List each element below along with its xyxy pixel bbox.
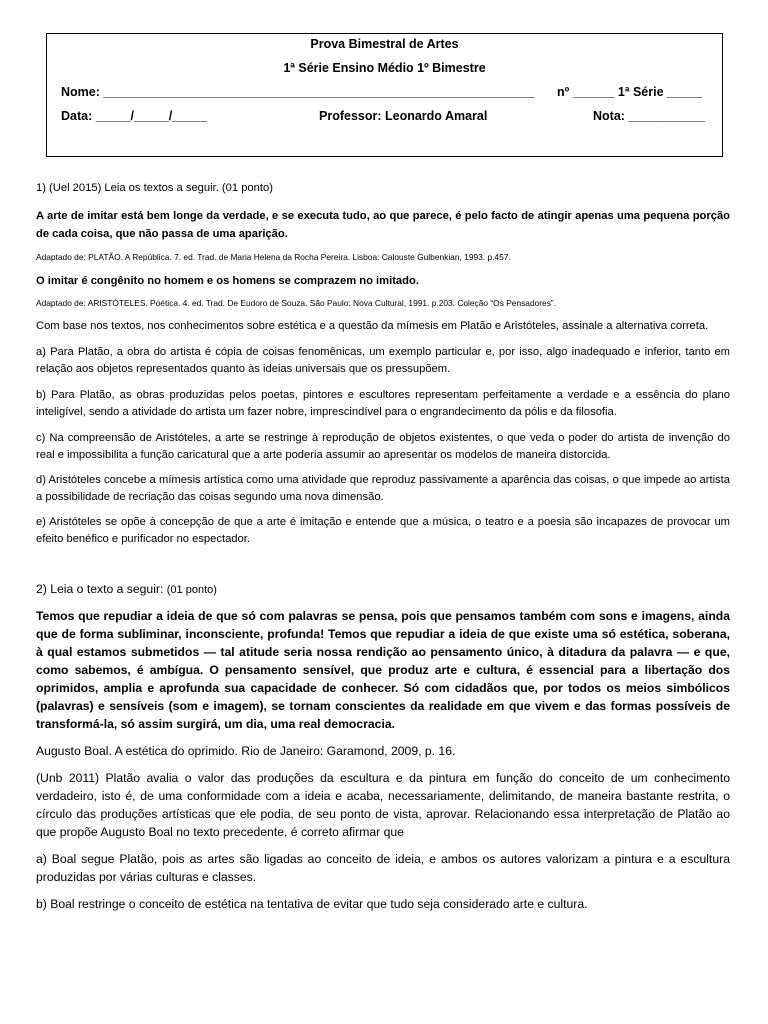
q1-prompt: Com base nos textos, nos conhecimentos sobre estética e a questão da mímesis em Platão e Aristóteles, assinale a alternativa correta. <box>36 320 709 332</box>
q2-prompt: (Unb 2011) Platão avalia o valor das produções da escultura e da pintura em função do conceito de um conhecimento verdadeiro, isto é, de uma conformidade com a ideia e acaba, necessariamente, delimitando, de maneira bastante restrita, o círculo das produções artísticas que ele podia, de seu ponto de vista, aprovar. Relacionando essa interpretação de Platão ao que propõe Augusto Boal no texto precedente, é correto afirmar que <box>36 771 730 839</box>
q1-option-d[interactable]: d) Aristóteles concebe a mímesis artística como uma atividade que reproduz passivamente a aparência das coisas, o que impede ao artista a possibilidade de recriação das coisas segundo uma nova dimensão. <box>36 474 730 503</box>
q1-ref-aristoteles: Adaptado de: ARISTÓTELES. Poética. 4. ed. Trad. De Eudoro de Souza. São Paulo: Nova Cultural, 1991. p.203. Coleção “Os Pensadores”. <box>36 298 557 308</box>
professor-name: Professor: Leonardo Amaral <box>319 109 488 123</box>
data-label: Data: <box>61 109 93 123</box>
q1-quote-platao: A arte de imitar está bem longe da verdade, e se executa tudo, ao que parece, é pelo facto de atingir apenas uma pequena porção de cada coisa, que não passa de uma aparição. <box>36 210 730 240</box>
nome-field[interactable]: ______________________________________________________________ <box>103 85 535 99</box>
exam-header-box <box>46 33 723 157</box>
numero-field[interactable]: ______ <box>572 85 615 99</box>
exam-subtitle: 1ª Série Ensino Médio 1º Bimestre <box>283 61 486 75</box>
q2-boal-text: Temos que repudiar a ideia de que só com palavras se pensa, pois que pensamos também com sons e imagens, ainda que de forma subliminar, inconsciente, profunda! Temos que repudiar a ideia de que existe uma só estética, soberana, à qual estamos submetidos — tal atitude seria nossa rendição ao pensamento único, à ditadura da palavra — e que, como sabemos, é ambígua. O pensamento sensível, que produz arte e cultura, é essencial para a libertação dos oprimidos, amplia e aprofunda sua capacidade de conhecer. Só com cidadãos que, por todos os meios simbólicos (palavras) e sensíveis (som e imagem), se tornam conscientes da realidade em que vivem e das formas possíveis de transformá-la, só assim surgirá, um dia, uma real democracia. <box>36 609 730 731</box>
nota-row <box>593 109 705 123</box>
nome-row <box>61 85 534 99</box>
q2-option-a[interactable]: a) Boal segue Platão, pois as artes são ligadas ao conceito de ideia, e ambos os autores valorizam a pintura e a escultura produzidas por várias culturas e classes. <box>36 852 730 884</box>
q1-quote-aristoteles: O imitar é congênito no homem e os homens se comprazem no imitado. <box>36 275 419 287</box>
q1-ref-platao: Adaptado de: PLATÃO. A República. 7. ed. Trad. de Maria Helena da Rocha Pereira. Lisboa: Calouste Gulbenkian, 1993. p.457. <box>36 252 511 262</box>
q2-ref-boal: Augusto Boal. A estética do oprimido. Rio de Janeiro: Garamond, 2009, p. 16. <box>36 744 456 758</box>
q2-option-b[interactable]: b) Boal restringe o conceito de estética na tentativa de evitar que tudo seja considerado arte e cultura. <box>36 897 588 911</box>
nota-label: Nota: <box>593 109 625 123</box>
q2-heading: 2) Leia o texto a seguir: <box>36 582 164 596</box>
numero-serie-row <box>557 85 702 99</box>
data-row <box>61 109 207 123</box>
nome-label: Nome: <box>61 85 100 99</box>
q2-heading-line <box>36 580 730 599</box>
nota-field[interactable]: ___________ <box>628 109 705 123</box>
serie-label: 1ª Série <box>617 85 664 99</box>
q1-option-c[interactable]: c) Na compreensão de Aristóteles, a arte se restringe à reprodução de objetos existentes, o que veda o poder do artista de invenção do real e impossibilita a função caricatural que a arte poderia assumir ao apresentar os modelos de maneira distorcida. <box>36 432 730 461</box>
serie-field[interactable]: _____ <box>667 85 702 99</box>
q2-points: (01 ponto) <box>166 584 217 596</box>
exam-title: Prova Bimestral de Artes <box>310 37 459 51</box>
data-field[interactable]: _____/_____/_____ <box>95 109 207 123</box>
exam-content <box>36 180 730 913</box>
q1-option-a[interactable]: a) Para Platão, a obra do artista é cópia de coisas fenomênicas, um exemplo particular e, por isso, algo inadequado e inferior, tanto em relação aos objetos representados quanto às ideias universais que os pressupõem. <box>36 346 730 375</box>
q1-heading: 1) (Uel 2015) Leia os textos a seguir. (01 ponto) <box>36 182 273 194</box>
numero-label: nº <box>557 85 570 99</box>
q1-option-b[interactable]: b) Para Platão, as obras produzidas pelos poetas, pintores e escultores representam perfeitamente a verdade e a essência do plano inteligível, sendo a atividade do artista um fazer nobre, imprescindível para o engrandecimento da pólis e da filosofia. <box>36 389 730 418</box>
q1-option-e[interactable]: e) Aristóteles se opõe à concepção de que a arte é imitação e entende que a música, o teatro e a poesia são incapazes de provocar um efeito benéfico e purificador no espectador. <box>36 516 730 545</box>
